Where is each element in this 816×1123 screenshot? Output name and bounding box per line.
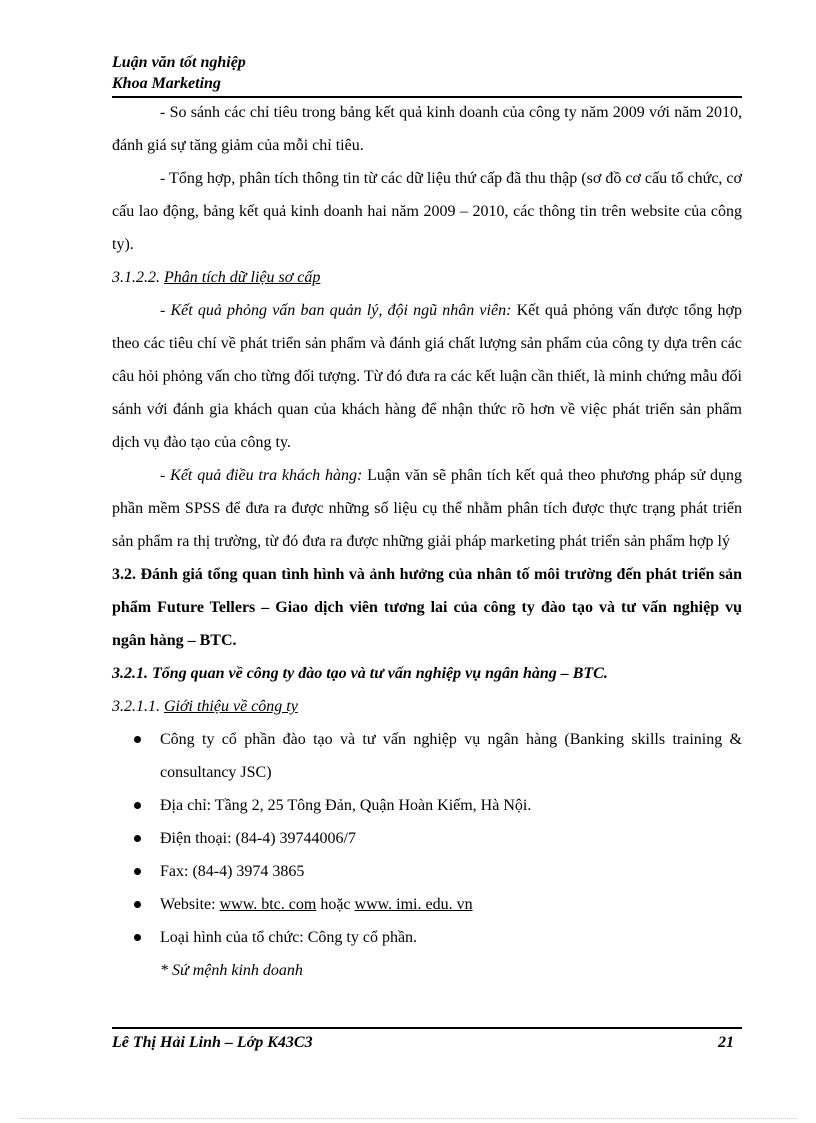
subsection-3-1-2-2	[112, 261, 742, 294]
website-label: Website:	[160, 896, 220, 913]
subsection-3-2-1-1	[112, 690, 742, 723]
list-item-text: Điện thoại: (84-4) 39744006/7	[160, 830, 356, 847]
bullet-icon	[134, 802, 141, 809]
list-item-text: Fax: (84-4) 3974 3865	[160, 863, 305, 880]
subsection-title: Phân tích dữ liệu sơ cấp	[164, 269, 321, 286]
section-heading-3-2-1: 3.2.1. Tổng quan về công ty đào tạo và tư vấn nghiệp vụ ngân hàng – BTC.	[112, 665, 608, 682]
footer-author: Lê Thị Hải Linh – Lớp K43C3	[112, 1034, 313, 1051]
list-item-phone	[112, 822, 742, 855]
page-edge-divider	[20, 1118, 796, 1119]
list-item-text: Địa chỉ: Tầng 2, 25 Tông Đản, Quận Hoàn Kiếm, Hà Nội.	[160, 797, 532, 814]
paragraph-lead-label: - Kết quả phỏng vấn ban quản lý, đội ngũ nhân viên:	[160, 302, 512, 319]
website-link-btc[interactable]: www. btc. com	[219, 896, 317, 913]
bullet-icon	[134, 868, 141, 875]
list-item-address	[112, 789, 742, 822]
header-faculty-label: Khoa Marketing	[112, 75, 221, 92]
mission-label: * Sứ mệnh kinh doanh	[160, 962, 303, 979]
section-heading-3-2: 3.2. Đánh giá tổng quan tình hình và ảnh hưởng của nhân tố môi trường đến phát triển sản phẩm Future Tellers – Giao dịch viên tương lai của công ty đào tạo và tư vấn nghiệp vụ ngân hàng – BTC.	[112, 566, 742, 649]
paragraph-text: Kết quả phỏng vấn được tổng hợp theo các tiêu chí về phát triển sản phẩm và đánh giá chất lượng sản phẩm của công ty dựa trên các câu hỏi phỏng vấn cho từng đối tượng. Từ đó đưa ra các kết luận cần thiết, là minh chứng mẫu đối sánh với đánh gia khách quan của khách hàng để nhận thức rõ hơn về việc phát triển sản phẩm dịch vụ đào tạo của công ty.	[112, 302, 742, 451]
list-item-company-name	[112, 723, 742, 789]
website-link-imi[interactable]: www. imi. edu. vn	[354, 896, 473, 913]
list-item-org-type	[112, 921, 742, 954]
paragraph-interview-results	[112, 294, 742, 459]
paragraph-secondary-data: - Tổng hợp, phân tích thông tin từ các dữ liệu thứ cấp đã thu thập (sơ đồ cơ cấu tổ chức, cơ cấu lao động, bảng kết quả kinh doanh hai năm 2009 – 2010, các thông tin trên website của công ty).	[112, 170, 742, 253]
subsection-number: 3.2.1.1.	[112, 698, 164, 715]
website-separator: hoặc	[316, 896, 355, 913]
subsection-number: 3.1.2.2.	[112, 269, 164, 286]
paragraph-survey-results	[112, 459, 742, 558]
bullet-icon	[134, 934, 141, 941]
paragraph-lead-label: - Kết quả điều tra khách hàng:	[160, 467, 363, 484]
page-body	[112, 96, 742, 987]
list-item-text: Công ty cổ phần đào tạo và tư vấn nghiệp vụ ngân hàng (Banking skills training & consultancy JSC)	[160, 731, 742, 781]
header-thesis-label: Luận văn tốt nghiệp	[112, 54, 246, 71]
footer-divider	[112, 1027, 742, 1029]
paragraph-text: Luận văn sẽ phân tích kết quả theo phương pháp sử dụng phần mềm SPSS để đưa ra được những số liệu cụ thể nhằm phân tích được thực trạng phát triển sản phẩm ra thị trường, từ đó đưa ra được những giải pháp marketing phát triển sản phẩm hợp lý	[112, 467, 743, 550]
subsection-title: Giới thiệu về công ty	[164, 698, 298, 715]
page-header	[112, 52, 742, 94]
bullet-icon	[134, 835, 141, 842]
list-item-text: Loại hình của tổ chức: Công ty cổ phần.	[160, 929, 418, 946]
bullet-icon	[134, 736, 141, 743]
paragraph-compare-indicators: - So sánh các chỉ tiêu trong bảng kết quả kinh doanh của công ty năm 2009 với năm 2010, đánh giá sự tăng giảm của mỗi chỉ tiêu.	[112, 104, 742, 154]
list-item-website	[112, 888, 742, 921]
bullet-icon	[134, 901, 141, 908]
company-info-list	[112, 723, 742, 954]
page-footer	[112, 1032, 742, 1054]
list-item-fax	[112, 855, 742, 888]
page-number: 21	[718, 1034, 734, 1051]
